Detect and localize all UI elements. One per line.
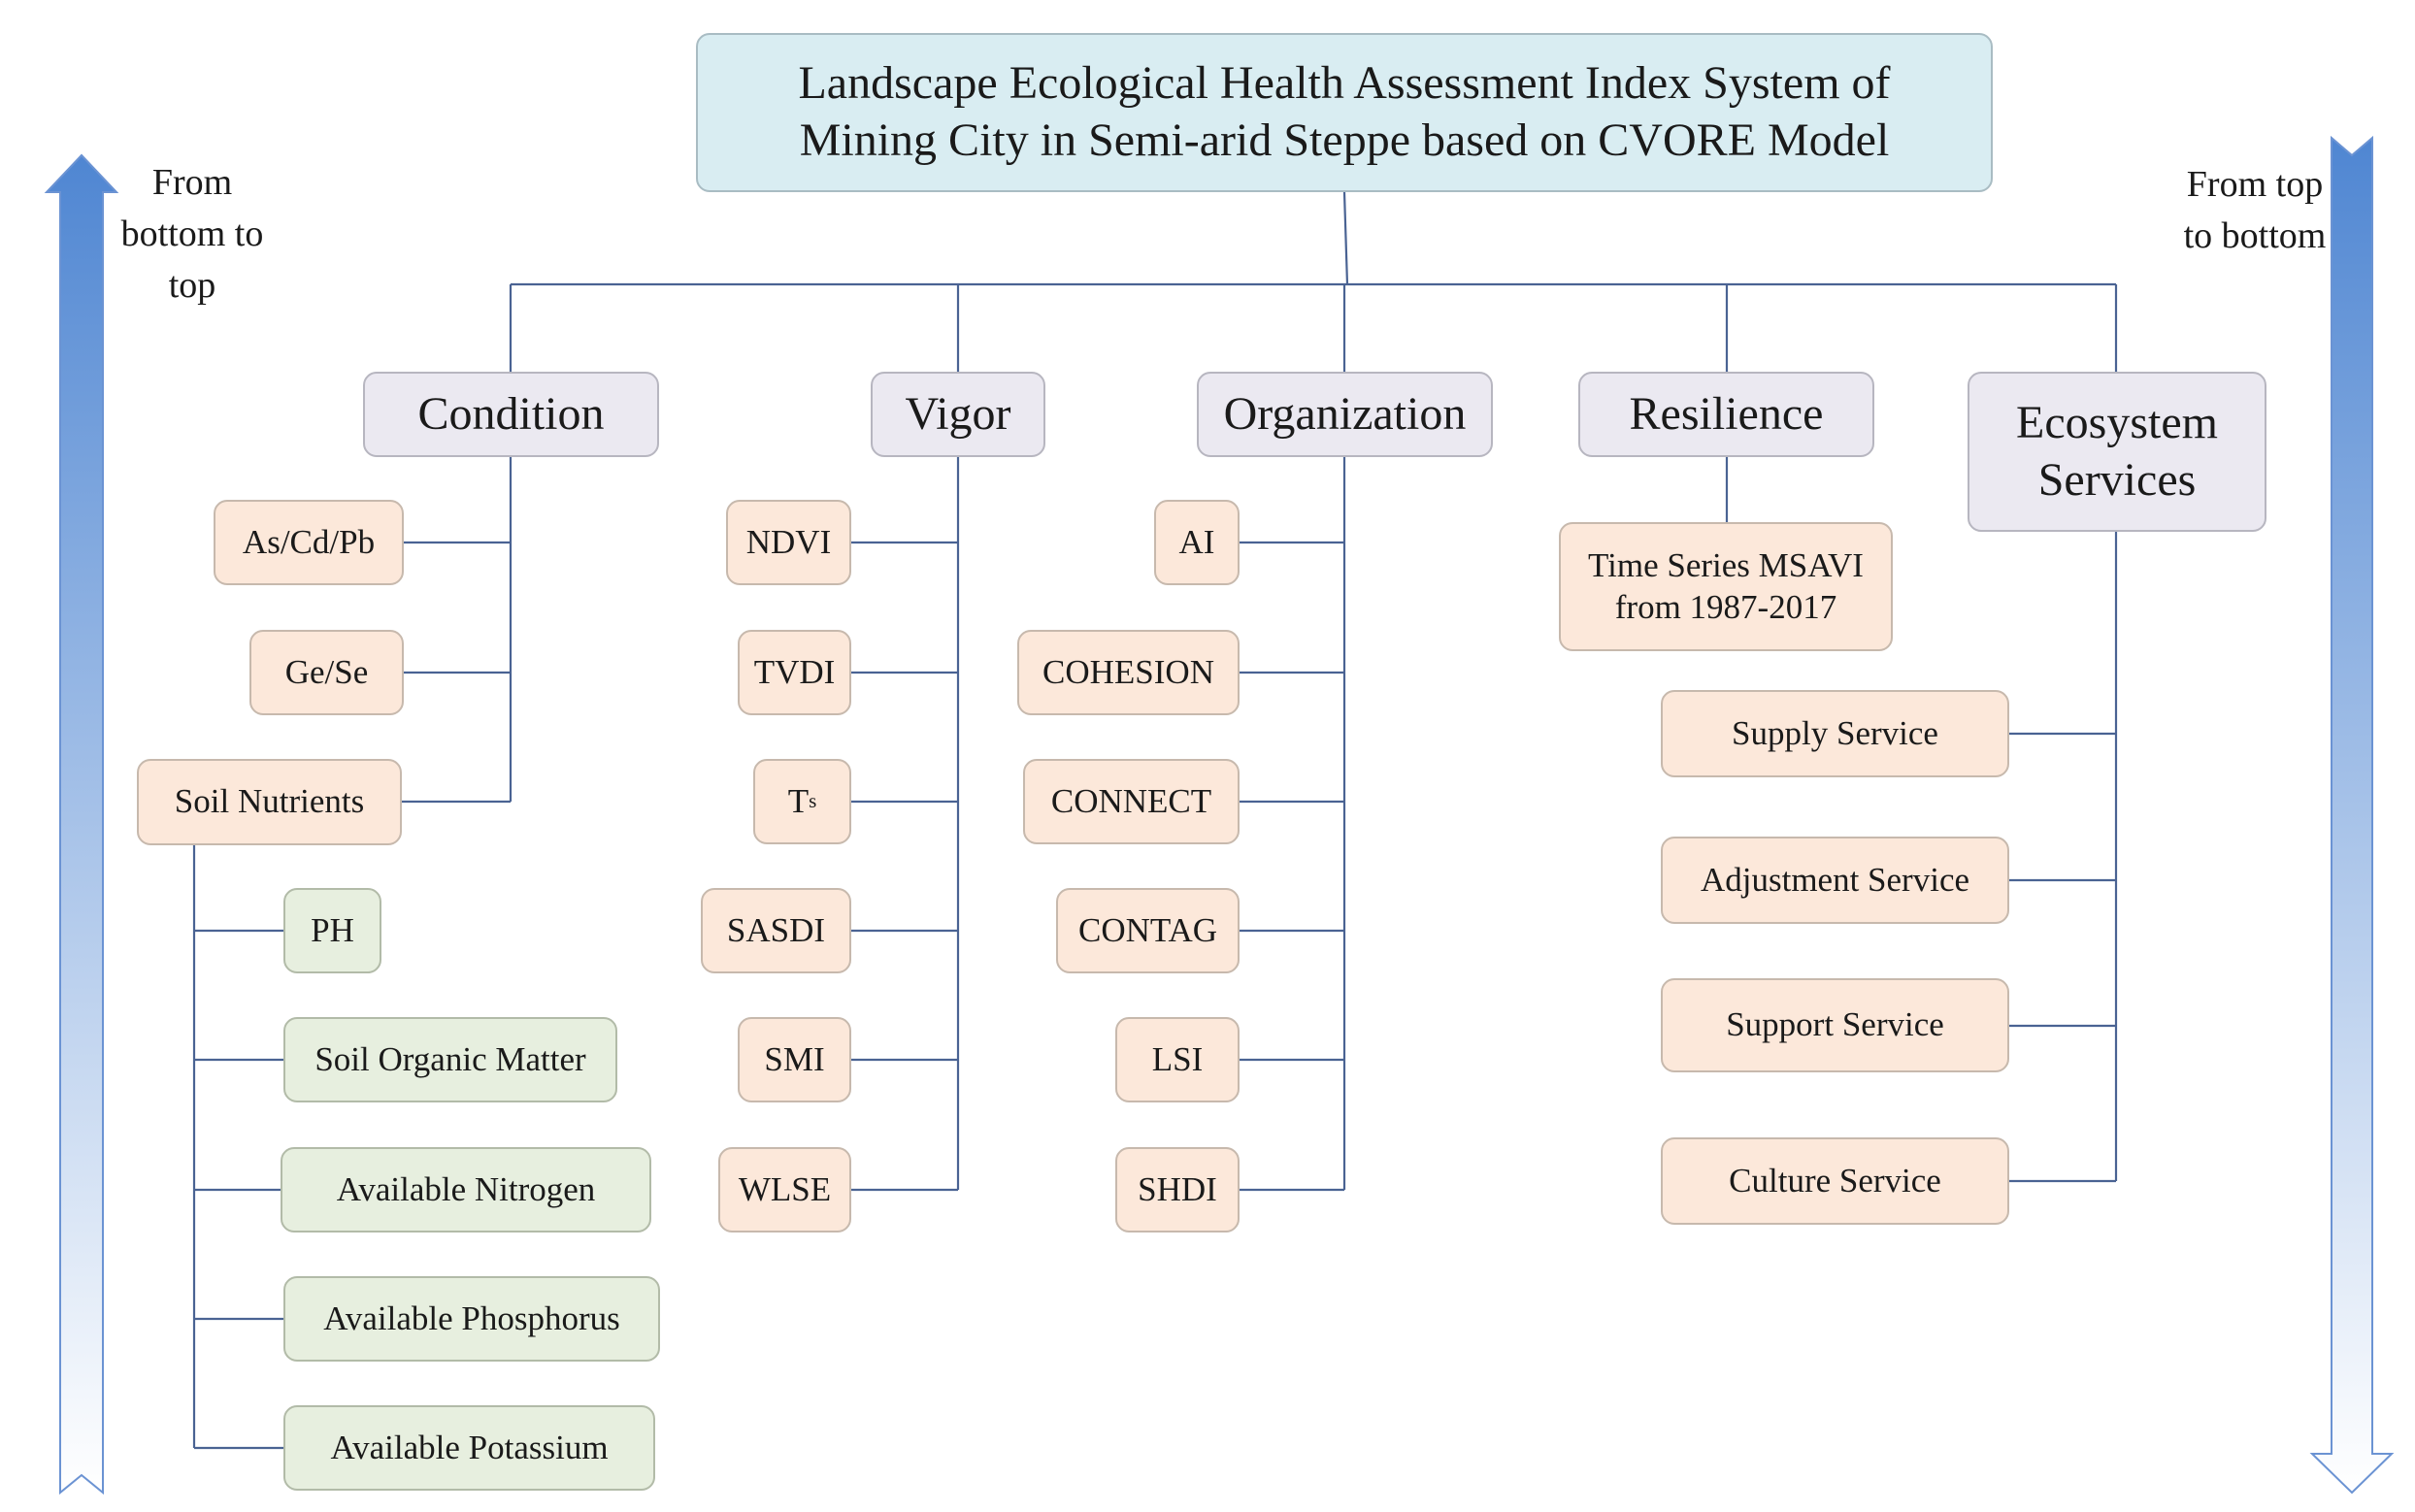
dimension-ecosystem-services — [1968, 372, 2266, 532]
indicator-lsi: LSI — [1115, 1017, 1240, 1102]
root-title-box — [696, 33, 1993, 192]
dimension-condition — [363, 372, 659, 457]
sub-indicator-available-nitrogen: Available Nitrogen — [281, 1147, 651, 1233]
indicator-culture-service: Culture Service — [1661, 1137, 2009, 1225]
root-title: Landscape Ecological Health Assessment Index System of Mining City in Semi-arid Steppe based on CVORE Model — [798, 57, 1891, 166]
top-to-bottom-label: From top to bottom — [2183, 164, 2327, 257]
indicator-contag: CONTAG — [1056, 888, 1240, 973]
dimension-organization — [1197, 372, 1493, 457]
sub-indicator-available-potassium: Available Potassium — [283, 1405, 655, 1491]
dimension-label: Vigor — [905, 387, 1011, 440]
dimension-label: Resilience — [1629, 387, 1824, 440]
indicator-ndvi: NDVI — [726, 500, 851, 585]
bottom-to-top-label: From bottom to top — [120, 162, 264, 307]
dimension-resilience — [1578, 372, 1874, 457]
bottom-to-top-arrow — [43, 153, 120, 1512]
sub-indicator-ph: PH — [283, 888, 381, 973]
indicator-support-service: Support Service — [1661, 978, 2009, 1072]
indicator-as-cd-pb: As/Cd/Pb — [214, 500, 404, 585]
indicator-connect: CONNECT — [1023, 759, 1240, 844]
top-to-bottom-arrow — [2308, 134, 2396, 1502]
indicator-time-series-msavi: Time Series MSAVI from 1987-2017 — [1559, 522, 1893, 651]
indicator-adjustment-service: Adjustment Service — [1661, 837, 2009, 924]
indicator-wlse: WLSE — [718, 1147, 851, 1233]
indicator-supply-service: Supply Service — [1661, 690, 2009, 777]
indicator-sasdi: SASDI — [701, 888, 851, 973]
indicator-ai: AI — [1154, 500, 1240, 585]
indicator-ts: T s — [753, 759, 851, 844]
indicator-soil-nutrients: Soil Nutrients — [137, 759, 402, 845]
indicator-shdi: SHDI — [1115, 1147, 1240, 1233]
dimension-label: Condition — [417, 387, 605, 440]
indicator-ge-se: Ge/Se — [249, 630, 404, 715]
sub-indicator-available-phosphorus: Available Phosphorus — [283, 1276, 660, 1362]
dimension-label: Organization — [1223, 387, 1467, 440]
indicator-tvdi: TVDI — [738, 630, 851, 715]
sub-indicator-soil-organic-matter: Soil Organic Matter — [283, 1017, 617, 1102]
indicator-cohesion: COHESION — [1017, 630, 1240, 715]
dimension-label: Ecosystem Services — [2016, 396, 2218, 506]
dimension-vigor — [871, 372, 1045, 457]
indicator-smi: SMI — [738, 1017, 851, 1102]
ts-subscript: s — [809, 789, 817, 813]
